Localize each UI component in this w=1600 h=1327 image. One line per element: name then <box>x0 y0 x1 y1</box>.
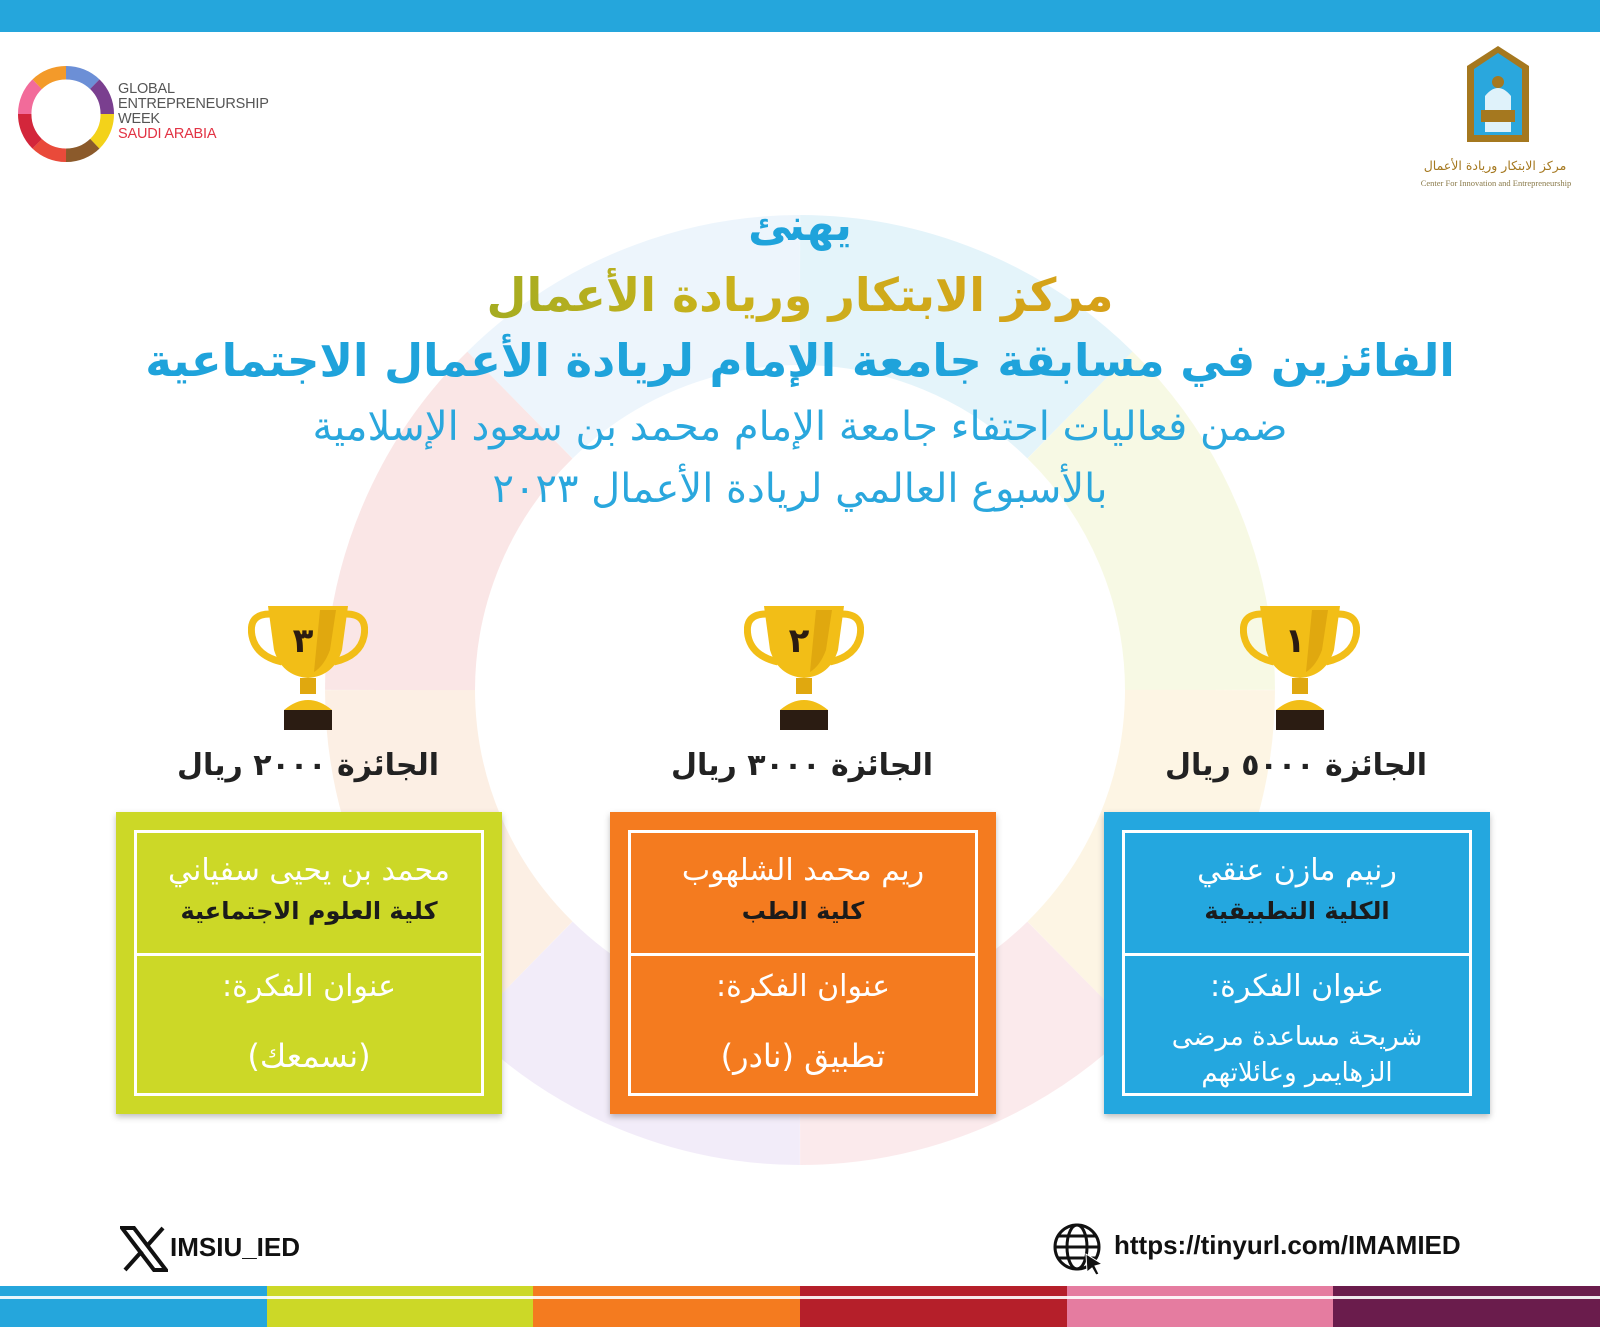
gew-line-week: WEEK <box>118 111 160 127</box>
x-logo-icon[interactable] <box>120 1226 168 1272</box>
gew-wordmark <box>118 82 269 142</box>
university-emblem-icon <box>1463 44 1533 144</box>
globe-icon[interactable] <box>1052 1222 1106 1276</box>
winners-heading: الفائزين في مسابقة جامعة الإمام لريادة الأعمال الاجتماعية <box>145 334 1455 387</box>
idea-title: تطبيق (نادر) <box>720 1037 886 1075</box>
bottom-segment-purple <box>1333 1286 1600 1327</box>
congrats-heading: يهنئ <box>748 200 852 251</box>
trophy-third-icon <box>248 606 368 736</box>
winner-college: كلية الطب <box>741 897 865 925</box>
winner-name: ريم محمد الشلهوب <box>681 853 925 888</box>
card-divider <box>137 953 481 956</box>
idea-title-line-2: الزهايمر وعائلاتهم <box>1201 1058 1393 1088</box>
gew-line-entrepreneurship: ENTREPRENEURSHIP <box>118 96 269 112</box>
prize-second-label: الجائزة ٣٠٠٠ ريال <box>670 748 934 783</box>
idea-label: عنوان الفكرة: <box>716 969 890 1004</box>
bottom-color-bar <box>0 1286 1600 1327</box>
card-frame <box>628 830 978 1096</box>
card-frame <box>1122 830 1472 1096</box>
bottom-segment-green <box>267 1286 534 1327</box>
bottom-segment-pink <box>1067 1286 1334 1327</box>
university-logo <box>1415 44 1585 194</box>
gew-line-saudi: SAUDI ARABIA <box>118 126 217 142</box>
idea-title: (نسمعك) <box>247 1037 371 1075</box>
website-url-link[interactable]: https://tinyurl.com/IMAMIED <box>1114 1230 1461 1260</box>
bottom-bar-stripe <box>0 1296 1600 1299</box>
card-divider <box>631 953 975 956</box>
winner-name: محمد بن يحيى سفياني <box>168 853 450 888</box>
idea-title <box>1125 1019 1469 1091</box>
trophy-rank-1: ١ <box>1284 621 1306 661</box>
gew-line-global: GLOBAL <box>118 81 175 97</box>
prize-first-label: الجائزة ٥٠٠٠ ريال <box>1164 748 1428 783</box>
prize-third-label: الجائزة ٢٠٠٠ ريال <box>176 748 440 783</box>
trophy-first-icon <box>1240 606 1360 736</box>
idea-title-line-1: شريحة مساعدة مرضى <box>1171 1022 1423 1052</box>
winner-college: الكلية التطبيقية <box>1204 897 1390 925</box>
winner-college: كلية العلوم الاجتماعية <box>180 897 438 925</box>
winner-card-second <box>610 812 996 1114</box>
gew-saudi-logo <box>18 66 288 166</box>
trophy-rank-3: ٣ <box>292 621 314 661</box>
gew-ring-icon <box>18 66 114 162</box>
bottom-segment-blue <box>0 1286 267 1327</box>
winner-card-first <box>1104 812 1490 1114</box>
card-frame <box>134 830 484 1096</box>
subtitle-line-2: بالأسبوع العالمي لريادة الأعمال ٢٠٢٣ <box>492 466 1108 512</box>
card-divider <box>1125 953 1469 956</box>
trophy-rank-2: ٢ <box>788 621 810 661</box>
center-name-heading: مركز الابتكار وريادة الأعمال <box>0 268 1600 322</box>
social-handle-link[interactable]: IMSIU_IED <box>170 1232 301 1262</box>
trophy-second-icon <box>744 606 864 736</box>
idea-label: عنوان الفكرة: <box>1210 969 1384 1004</box>
bottom-segment-orange <box>533 1286 800 1327</box>
subtitle-line-1: ضمن فعاليات احتفاء جامعة الإمام محمد بن سعود الإسلامية <box>312 404 1288 450</box>
idea-label: عنوان الفكرة: <box>222 969 396 1004</box>
bottom-segment-red <box>800 1286 1067 1327</box>
university-name-arabic: مركز الابتكار وريادة الأعمال <box>1423 158 1567 173</box>
top-color-bar <box>0 0 1600 32</box>
winner-card-third <box>116 812 502 1114</box>
university-name-english: Center For Innovation and Entrepreneurship <box>1420 178 1572 188</box>
winner-name: رنيم مازن عنقي <box>1197 853 1397 888</box>
